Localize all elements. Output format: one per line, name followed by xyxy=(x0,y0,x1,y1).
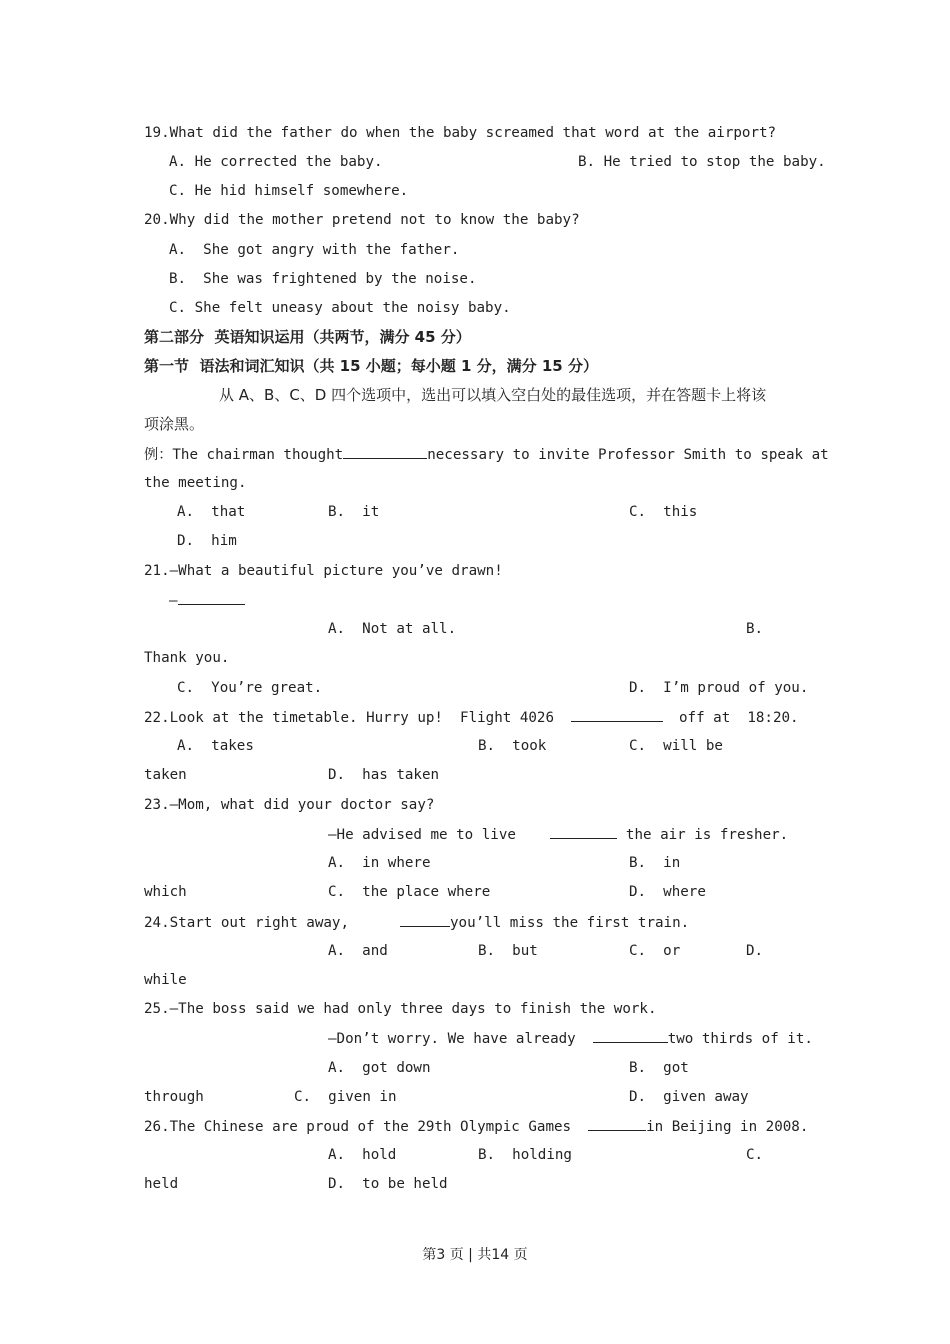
q24-text-before: 24.Start out right away, xyxy=(144,915,349,931)
q24-stem xyxy=(144,912,689,933)
q22-option-c: C. will be xyxy=(629,738,723,754)
q25-option-a: A. got down xyxy=(328,1060,431,1076)
q21-option-b: B. xyxy=(746,621,764,637)
example-stem xyxy=(144,444,829,465)
example-stem-line2: the meeting. xyxy=(144,475,247,491)
q23-option-b: B. in xyxy=(629,855,681,871)
q23-stem: 23.—Mom, what did your doctor say? xyxy=(144,797,435,813)
example-text-before: 例：The chairman thought xyxy=(144,447,344,463)
q24-option-d-text: while xyxy=(144,972,187,988)
q21-stem: 21.—What a beautiful picture you’ve drawn! xyxy=(144,563,503,579)
part2-title: 第二部分 英语知识运用（共两节，满分 45 分） xyxy=(144,328,471,346)
q26-option-d: D. to be held xyxy=(328,1176,448,1192)
answer-blank xyxy=(588,1116,646,1131)
example-text-after: necessary to invite Professor Smith to speak at xyxy=(427,447,829,463)
q23-text-before: —He advised me to live xyxy=(328,827,516,843)
instructions-line1: 从 A、B、C、D 四个选项中，选出可以填入空白处的最佳选项，并在答题卡上将该 xyxy=(219,386,767,404)
q22-stem xyxy=(144,707,799,728)
q26-option-a: A. hold xyxy=(328,1147,397,1163)
q20-option-c: C. She felt uneasy about the noisy baby. xyxy=(169,300,511,316)
q22-text-after: off at 18:20. xyxy=(679,710,799,726)
q24-option-c: C. or xyxy=(629,943,681,959)
q26-option-c: C. xyxy=(746,1147,764,1163)
q19-option-a: A. He corrected the baby. xyxy=(169,154,383,170)
q24-text-after: you’ll miss the first train. xyxy=(450,915,690,931)
q21-option-a: A. Not at all. xyxy=(328,621,457,637)
instructions-line2: 项涂黑。 xyxy=(144,415,205,433)
q22-option-b: B. took xyxy=(478,738,547,754)
answer-blank xyxy=(593,1028,668,1043)
q26-option-c-text: held xyxy=(144,1176,179,1192)
q26-option-b: B. holding xyxy=(478,1147,572,1163)
q25-text-before: —Don’t worry. We have already xyxy=(328,1031,576,1047)
q26-text-before: 26.The Chinese are proud of the 29th Olympic Games xyxy=(144,1119,572,1135)
q26-stem xyxy=(144,1116,808,1137)
q21-dash: — xyxy=(169,593,178,609)
q24-option-b: B. but xyxy=(478,943,538,959)
q19-option-b: B. He tried to stop the baby. xyxy=(578,154,826,170)
answer-blank xyxy=(400,912,450,927)
q25-reply xyxy=(328,1028,813,1049)
answer-blank xyxy=(343,444,427,459)
q25-option-b-text: through xyxy=(144,1089,204,1105)
q21-option-d: D. I’m proud of you. xyxy=(629,680,809,696)
q23-reply xyxy=(328,824,788,845)
q24-option-a: A. and xyxy=(328,943,388,959)
q23-option-c: C. the place where xyxy=(328,884,491,900)
answer-blank xyxy=(571,707,663,722)
q25-stem: 25.—The boss said we had only three days to finish the work. xyxy=(144,1001,657,1017)
q26-text-after: in Beijing in 2008. xyxy=(646,1119,809,1135)
q25-option-c: C. given in xyxy=(294,1089,397,1105)
example-option-a: A. that xyxy=(177,504,246,520)
q23-option-b-text: which xyxy=(144,884,187,900)
q25-option-d: D. given away xyxy=(629,1089,749,1105)
q22-text-before: 22.Look at the timetable. Hurry up! Flight 4026 xyxy=(144,710,554,726)
example-option-c: C. this xyxy=(629,504,698,520)
q21-option-c: C. You’re great. xyxy=(177,680,323,696)
q25-text-after: two thirds of it. xyxy=(667,1031,813,1047)
q19-option-c: C. He hid himself somewhere. xyxy=(169,183,409,199)
example-option-b: B. it xyxy=(328,504,380,520)
q19-stem: 19.What did the father do when the baby screamed that word at the airport? xyxy=(144,125,777,141)
q25-option-b: B. got xyxy=(629,1060,689,1076)
answer-blank xyxy=(550,824,617,839)
q21-option-b-text: Thank you. xyxy=(144,650,230,666)
q22-option-d: D. has taken xyxy=(328,767,440,783)
q23-text-after: the air is fresher. xyxy=(625,827,789,843)
q20-stem: 20.Why did the mother pretend not to know the baby? xyxy=(144,212,580,228)
q23-option-d: D. where xyxy=(629,884,706,900)
page-footer: 第3 页 | 共14 页 xyxy=(422,1247,528,1263)
q23-option-a: A. in where xyxy=(328,855,431,871)
q22-option-c-text: taken xyxy=(144,767,187,783)
q21-reply xyxy=(169,590,245,611)
q20-option-a: A. She got angry with the father. xyxy=(169,242,460,258)
example-option-d: D. him xyxy=(177,533,237,549)
section1-title: 第一节 语法和词汇知识（共 15 小题；每小题 1 分，满分 15 分） xyxy=(144,357,598,375)
q24-option-d: D. xyxy=(746,943,764,959)
answer-blank xyxy=(178,590,245,605)
q22-option-a: A. takes xyxy=(177,738,254,754)
q20-option-b: B. She was frightened by the noise. xyxy=(169,271,477,287)
